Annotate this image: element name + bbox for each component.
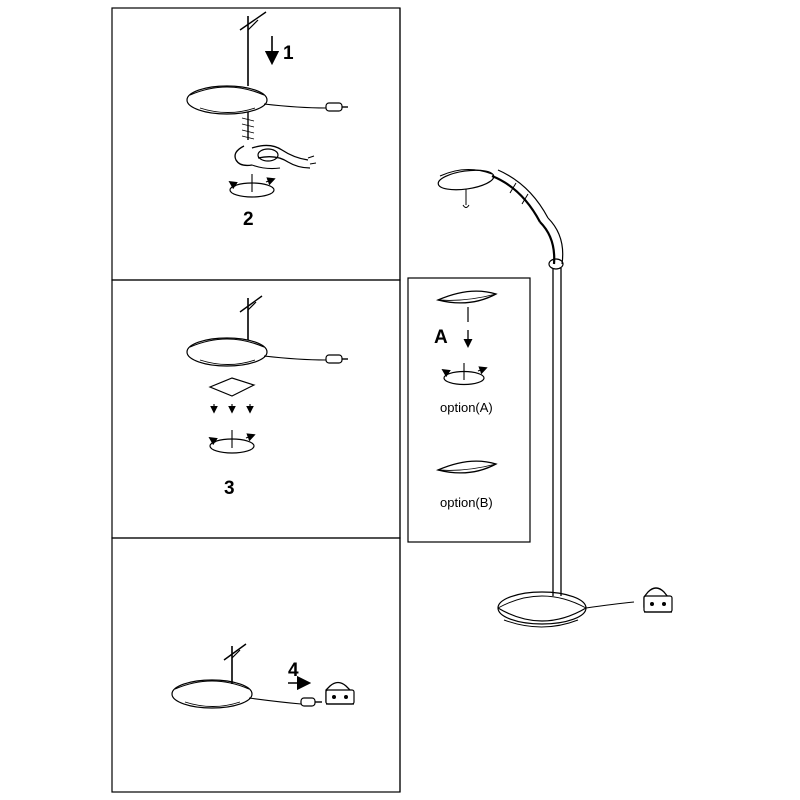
panel4-artwork <box>172 644 354 708</box>
option-a-letter-label: A <box>434 327 448 348</box>
assembled-lamp-artwork <box>437 167 672 627</box>
panel1-artwork <box>187 12 348 197</box>
option-a-caption: option(A) <box>440 400 493 415</box>
step-3-label: 3 <box>224 478 235 499</box>
option-panel-artwork <box>438 291 496 473</box>
step-2-label: 2 <box>243 209 254 230</box>
step-4-label: 4 <box>288 660 299 681</box>
step-1-label: 1 <box>283 43 294 64</box>
panel3-artwork <box>187 296 348 453</box>
option-b-caption: option(B) <box>440 495 493 510</box>
